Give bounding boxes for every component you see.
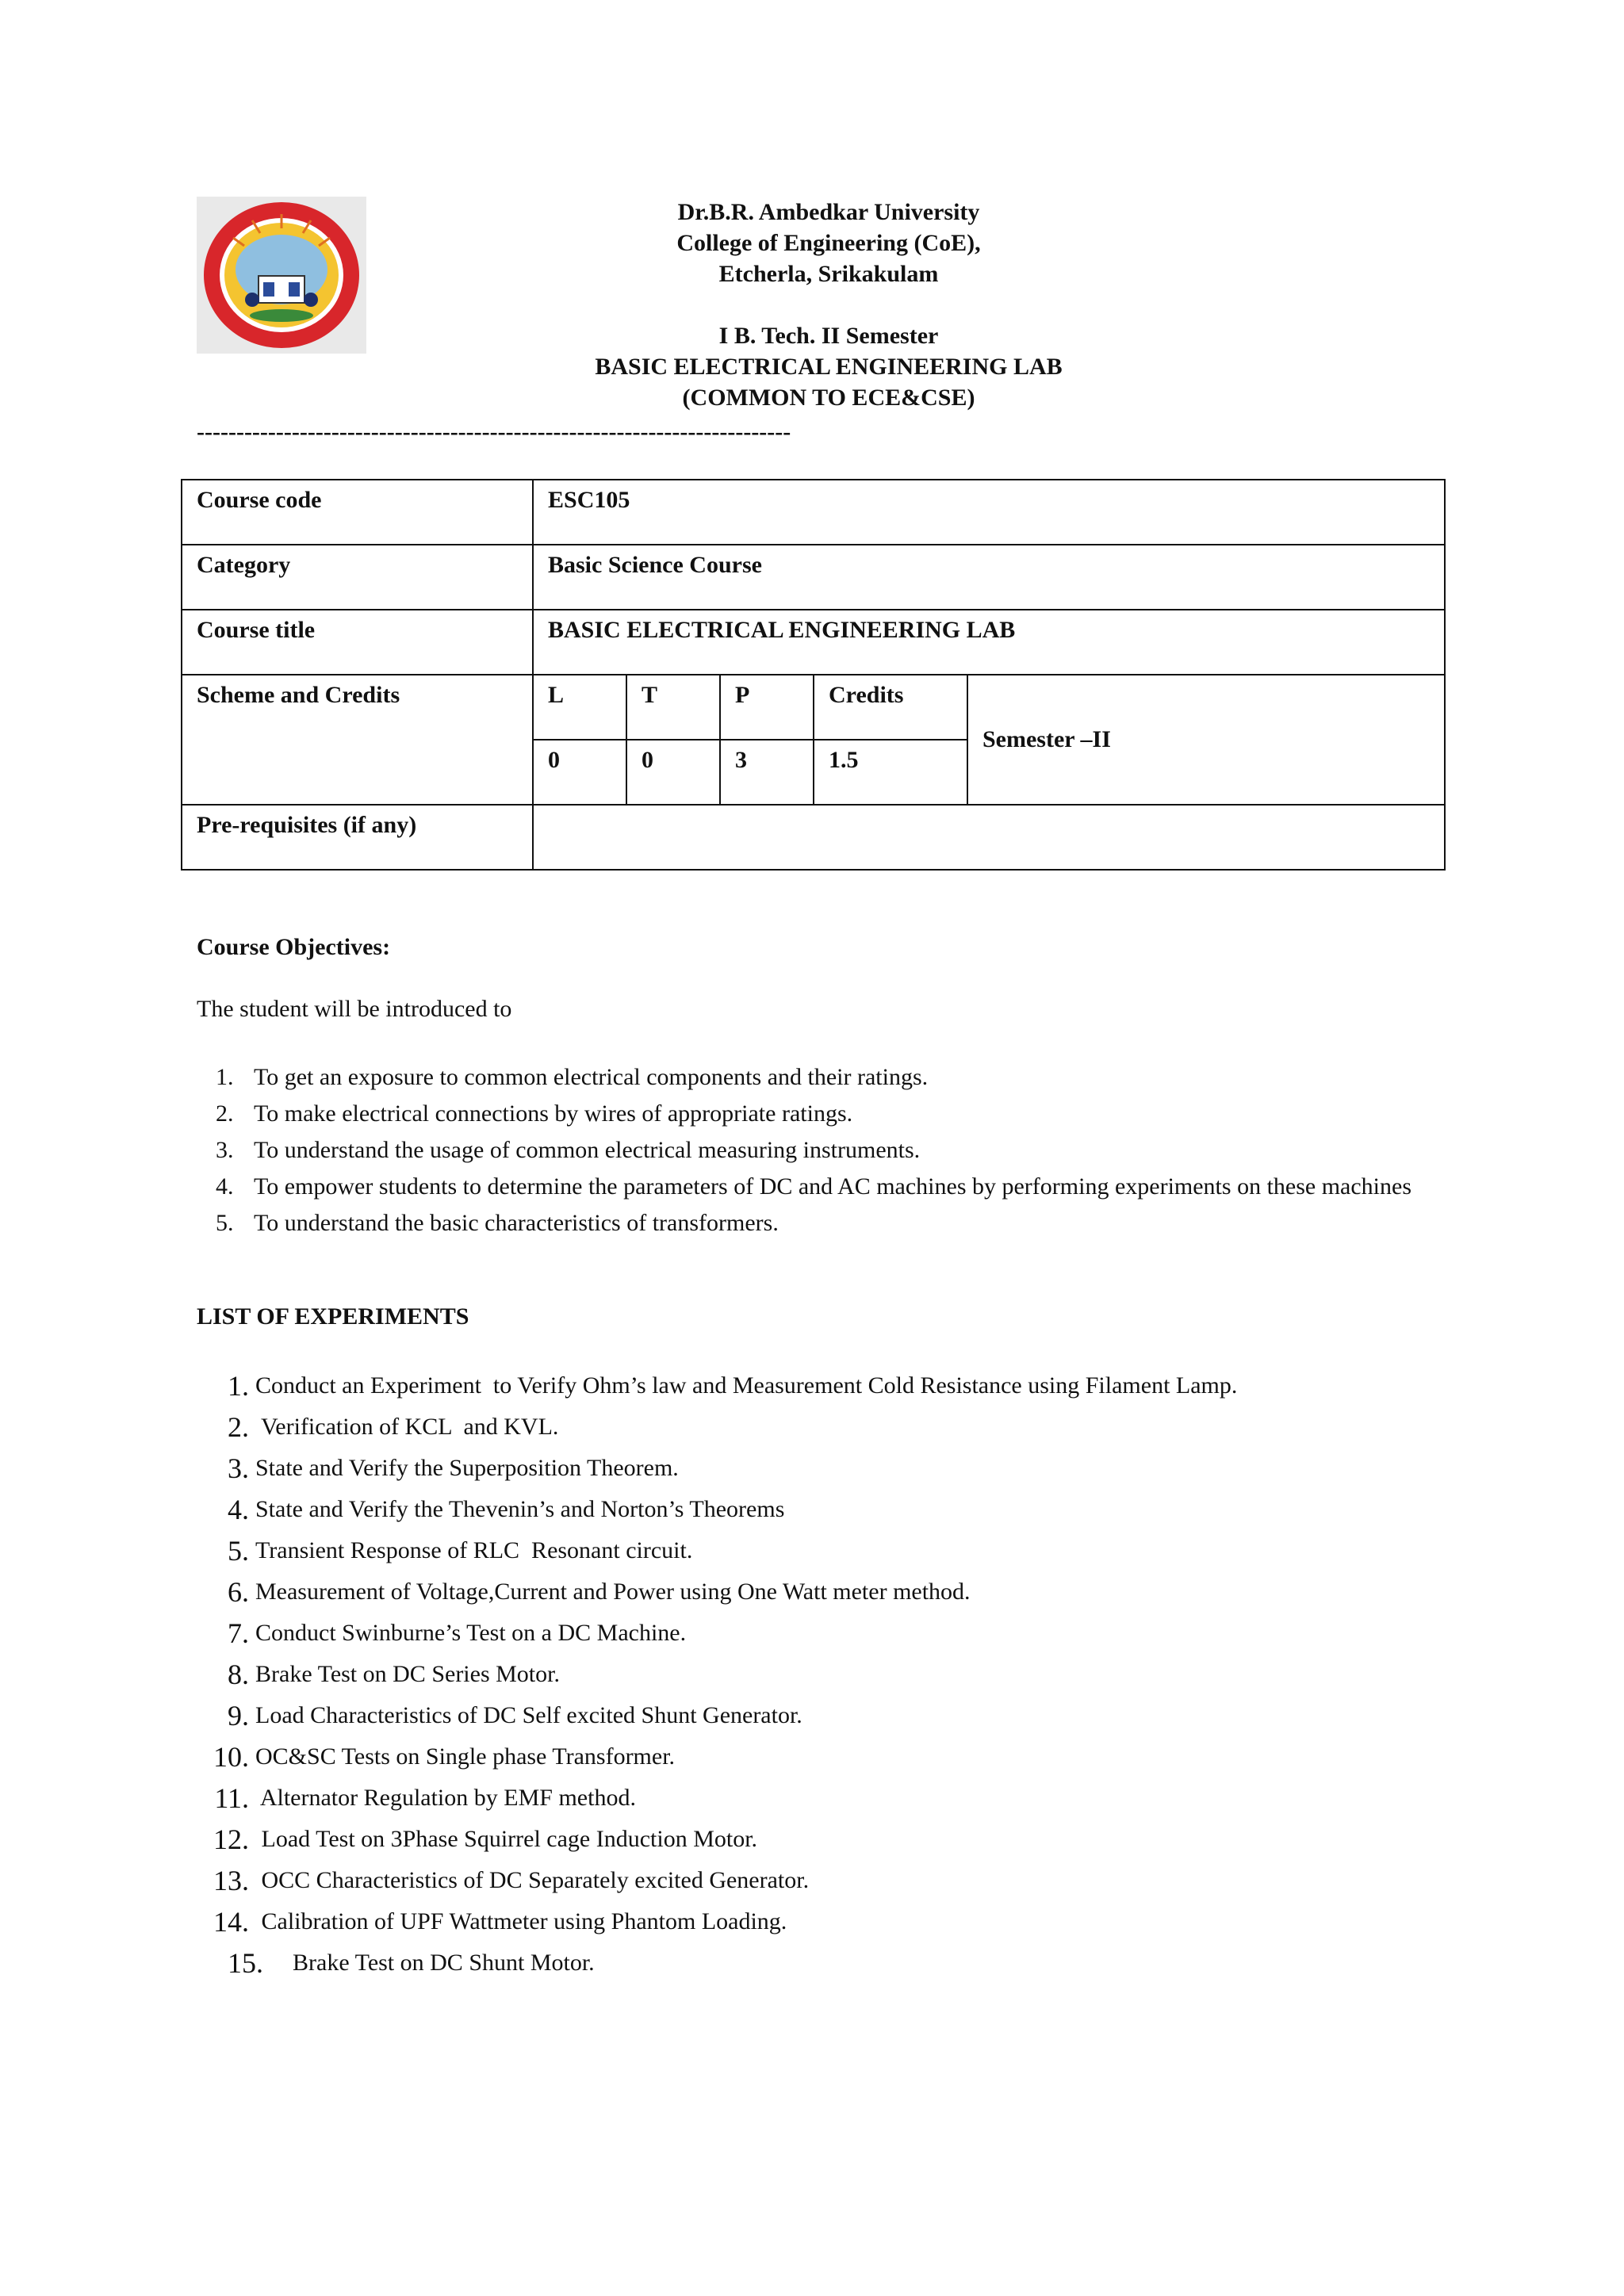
objectives-intro: The student will be introduced to — [197, 996, 512, 1022]
list-item: 2. Verification of KCL and KVL. — [228, 1411, 559, 1443]
list-item: 1. To get an exposure to common electrical components and their ratings. — [216, 1064, 929, 1090]
header-p: P — [720, 675, 814, 740]
list-item: 12. Load Test on 3Phase Squirrel cage Induction Motor. — [213, 1823, 758, 1855]
college-name: College of Engineering (CoE), — [676, 230, 981, 256]
course-title-label: Course title — [182, 610, 533, 675]
list-item: 2. To make electrical connections by wires of appropriate ratings. — [216, 1100, 853, 1127]
list-item: 5. Transient Response of RLC Resonant circuit. — [228, 1535, 693, 1567]
university-logo — [197, 197, 366, 354]
category-label: Category — [182, 545, 533, 610]
header-divider: --------------------------------------------------------------------------- — [197, 419, 791, 445]
value-t: 0 — [626, 740, 720, 805]
header-l: L — [533, 675, 626, 740]
table-row — [182, 545, 1445, 610]
list-item: 7. Conduct Swinburne’s Test on a DC Machine. — [228, 1617, 687, 1649]
list-item: 4. State and Verify the Thevenin’s and Norton’s Theorems — [228, 1494, 785, 1525]
list-item: 5. To understand the basic characteristics of transformers. — [216, 1210, 779, 1236]
list-item: 14. Calibration of UPF Wattmeter using Phantom Loading. — [213, 1906, 787, 1938]
semester-cell: Semester –II — [967, 675, 1445, 805]
table-row — [182, 805, 1445, 870]
prereq-label: Pre-requisites (if any) — [182, 805, 533, 870]
list-item: 11. Alternator Regulation by EMF method. — [214, 1782, 636, 1814]
experiments-title: LIST OF EXPERIMENTS — [197, 1303, 469, 1330]
list-item: 4. To empower students to determine the parameters of DC and AC machines by performing experiments on these machines — [216, 1173, 1411, 1200]
university-name: Dr.B.R. Ambedkar University — [677, 199, 980, 225]
list-item: 3. To understand the usage of common electrical measuring instruments. — [216, 1137, 921, 1163]
course-details-table — [181, 479, 1446, 871]
semester-line: I B. Tech. II Semester — [718, 323, 939, 349]
category-value: Basic Science Course — [533, 545, 1445, 610]
header-credits: Credits — [814, 675, 967, 740]
scheme-label: Scheme and Credits — [182, 675, 533, 805]
course-code-value: ESC105 — [533, 480, 1445, 545]
lab-title: BASIC ELECTRICAL ENGINEERING LAB — [595, 354, 1063, 380]
list-item: 15. Brake Test on DC Shunt Motor. — [228, 1947, 595, 1979]
value-credits: 1.5 — [814, 740, 967, 805]
list-item: 10. OC&SC Tests on Single phase Transformer. — [213, 1741, 676, 1773]
common-to: (COMMON TO ECE&CSE) — [682, 385, 975, 411]
value-p: 3 — [720, 740, 814, 805]
list-item: 13. OCC Characteristics of DC Separately excited Generator. — [213, 1865, 810, 1896]
list-item: 6. Measurement of Voltage,Current and Power using One Watt meter method. — [228, 1576, 971, 1608]
header-t: T — [626, 675, 720, 740]
table-row — [182, 675, 1445, 740]
objectives-title: Course Objectives: — [197, 934, 391, 960]
university-seal-icon — [197, 197, 366, 354]
list-item: 8. Brake Test on DC Series Motor. — [228, 1659, 560, 1690]
prereq-value — [533, 805, 1445, 870]
table-row — [182, 480, 1445, 545]
college-location: Etcherla, Srikakulam — [718, 261, 939, 287]
experiments-list — [197, 1365, 1505, 1984]
document-header — [444, 197, 1213, 413]
course-code-label: Course code — [182, 480, 533, 545]
list-item: 1. Conduct an Experiment to Verify Ohm’s law and Measurement Cold Resistance using Filament Lamp. — [228, 1370, 1238, 1402]
value-l: 0 — [533, 740, 626, 805]
table-row — [182, 610, 1445, 675]
course-title-value: BASIC ELECTRICAL ENGINEERING LAB — [533, 610, 1445, 675]
list-item: 9. Load Characteristics of DC Self excited Shunt Generator. — [228, 1700, 802, 1732]
list-item: 3. State and Verify the Superposition Theorem. — [228, 1452, 679, 1484]
objectives-list — [197, 1059, 1462, 1242]
